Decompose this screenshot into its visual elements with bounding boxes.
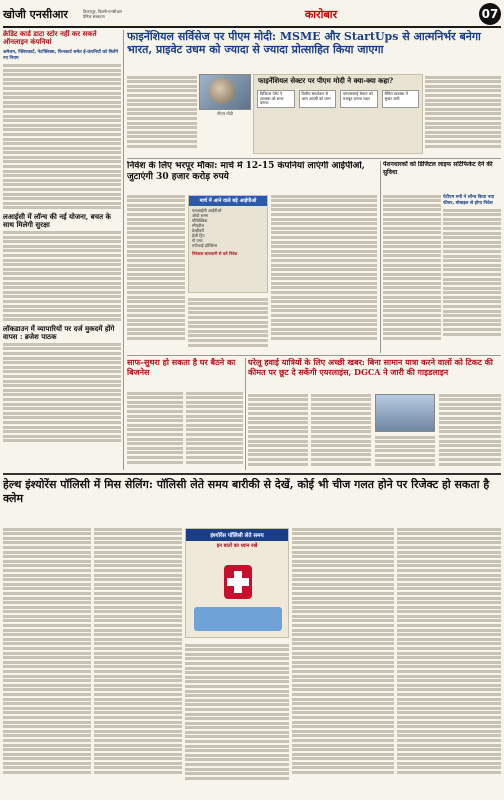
right-body-col2 (443, 193, 501, 353)
airplane-photo (375, 394, 435, 432)
ipo-headline-block (127, 161, 377, 191)
left-article-2-body (3, 231, 121, 321)
flight-body-col1 (248, 392, 308, 470)
pm-portrait-icon (209, 78, 235, 104)
shop-headline-block (127, 358, 243, 388)
left-article-3-body (3, 343, 121, 442)
quote-item: एमएसएमई सेक्टर को मजबूत बनाना लक्ष्य (340, 90, 378, 108)
insurance-box-title: इंश्योरेंस पॉलिसी लेते समय (186, 529, 288, 541)
ipo-headline: निवेश के लिए भरपूर मौका: मार्च में 12-15 कंपनियां लाएंगी आईपीओ, जुटाएंगी 30 हजार करोड़ रुपये (127, 161, 365, 182)
health-body-col3 (185, 642, 289, 794)
shop-body-col2 (186, 390, 243, 470)
left-column (3, 30, 121, 470)
ipo-body-col2 (188, 296, 268, 354)
health-body-col2 (94, 526, 182, 794)
ipo-list (189, 206, 267, 250)
column-divider (245, 358, 246, 470)
quote-list (254, 87, 422, 111)
right-headline-block (383, 161, 501, 191)
masthead (3, 2, 501, 28)
edition-line1: विजयपुर, दिल्ली-एनसीआर (83, 9, 123, 14)
insurance-tips-box (185, 528, 289, 638)
shop-headline: साफ-सुथरा हो सकता है घर बैठने का बिजनेस (127, 358, 236, 377)
quote-item: डिजिटल पेमेंट ने व्यवस्था को सरल बनाया (257, 90, 295, 108)
photo-caption: पीएम मोदी (217, 111, 233, 116)
ipo-box-title: मार्च में आने वाले बड़े आईपीओ (189, 196, 267, 206)
flight-body-col4 (439, 392, 501, 470)
banner-headline: फाइनेंशियल सर्विसेज पर पीएम मोदी: MSME और StartUps से आत्मनिर्भर बनेगा भारत, प्राइवेट उधम को ज्यादा से ज्यादा प्रोत्साहित किया जाएगा (127, 30, 481, 56)
ipo-list-item: गो एयर (192, 238, 203, 243)
ipo-box-note: निवेशक सावधानी से करें निवेश (192, 251, 238, 256)
quote-item: वित्तीय समावेशन से आम आदमी को लाभ (299, 90, 337, 108)
edition-info (83, 9, 163, 19)
ipo-list-item: ईजी ट्रिप (192, 233, 205, 238)
ipo-list-item: मोबिक्विक (192, 218, 208, 223)
ipo-list-item: एलआईसी आईपीओ (192, 208, 222, 213)
medical-cross-bar (227, 578, 249, 586)
right-body-col1 (383, 193, 441, 353)
quote-box-title: फाइनेंशियल सेक्टर पर पीएम मोदी ने क्या-क्या कहा? (258, 76, 394, 85)
banner-body-col1 (127, 74, 197, 156)
flight-headline-block (248, 358, 501, 388)
health-headline: हेल्थ इंश्योरेंस पॉलिसी में मिस सेलिंग: पॉलिसी लेते समय बारीकी से देखें, कोई भी चीज गलत होने पर रिजेक्ट हो सकता है क्लेम (3, 478, 490, 505)
banner-body-col-right (425, 74, 501, 156)
column-divider (123, 30, 124, 470)
left-article-1-body (3, 64, 121, 209)
left-headline-1-sub: अमेजन, फ्लिपकार्ट, नेटफ्लिक्स, फिनकार्ट समेत ई-कंपनियों को मिलेंगे नए नियम (3, 50, 119, 61)
quote-box (253, 74, 423, 154)
section-title: कारोबार (304, 7, 338, 21)
brand-title: खोजी एनसीआर (3, 7, 68, 21)
edition-line2: दैनिक संस्करण (83, 14, 105, 19)
health-headline-block (3, 478, 501, 522)
hands-graphic (194, 607, 282, 631)
ipo-body-col1 (127, 193, 185, 353)
left-headline-2: लआईसी में लॉन्च की नई योजना, बचत के साथ मिलेगी सुरक्षा (3, 212, 111, 230)
left-headline-3: लॉकडाउन में व्यापारियों पर दर्ज मुकदमें होंगे वापस : ब्रजेश पाठक (3, 324, 115, 342)
flight-body-col2 (311, 392, 371, 470)
flight-headline: घरेलू हवाई यात्रियों के लिए अच्छी खबर: बिना सामान यात्रा करने वालों को टिकट की कीमत पर छूट दे सकेंगी एयरलाइंस, DGCA ने जारी की गाइडलाइन (248, 358, 493, 377)
health-body-col1 (3, 526, 91, 794)
insurance-box-subtitle: इन बातों का ध्यान रखें (216, 543, 258, 549)
content-area (3, 30, 501, 794)
right-subhead: पेटीएम मनी ने लॉन्च किया नया फीचर, मोबाइल से होगा निवेश (443, 195, 495, 206)
ipo-list-box (188, 195, 268, 293)
column-divider (380, 161, 381, 353)
health-body-col4 (292, 526, 394, 794)
ipo-list-item: ओयो रूम्स (192, 213, 208, 218)
ipo-list-item: स्नैपडील (192, 223, 204, 228)
banner-article (127, 30, 501, 72)
ipo-list-item: डेल्हीवरी (192, 228, 204, 233)
insurance-graphic (186, 551, 288, 637)
page-number: 07 (479, 3, 501, 25)
quote-item: बैंकिंग व्यवस्था में सुधार जारी (382, 90, 420, 108)
shop-body-col1 (127, 390, 183, 470)
section-divider (127, 355, 501, 356)
section-divider (3, 473, 501, 475)
health-body-col5 (397, 526, 501, 794)
ipo-body-col3 (271, 193, 377, 353)
ipo-list-item: एपीआई होल्डिंग्स (192, 243, 218, 248)
left-headline-1: क्रेडिट कार्ड डाटा स्टोर नहीं कर सकते ऑनलाइन कंपनियां (3, 30, 97, 46)
right-headline: पेंशनधारकों को डिजिटल लाइफ सर्टिफिकेट देने की सुविधा (383, 161, 493, 176)
section-divider (127, 158, 501, 159)
flight-body-col3 (375, 434, 435, 470)
